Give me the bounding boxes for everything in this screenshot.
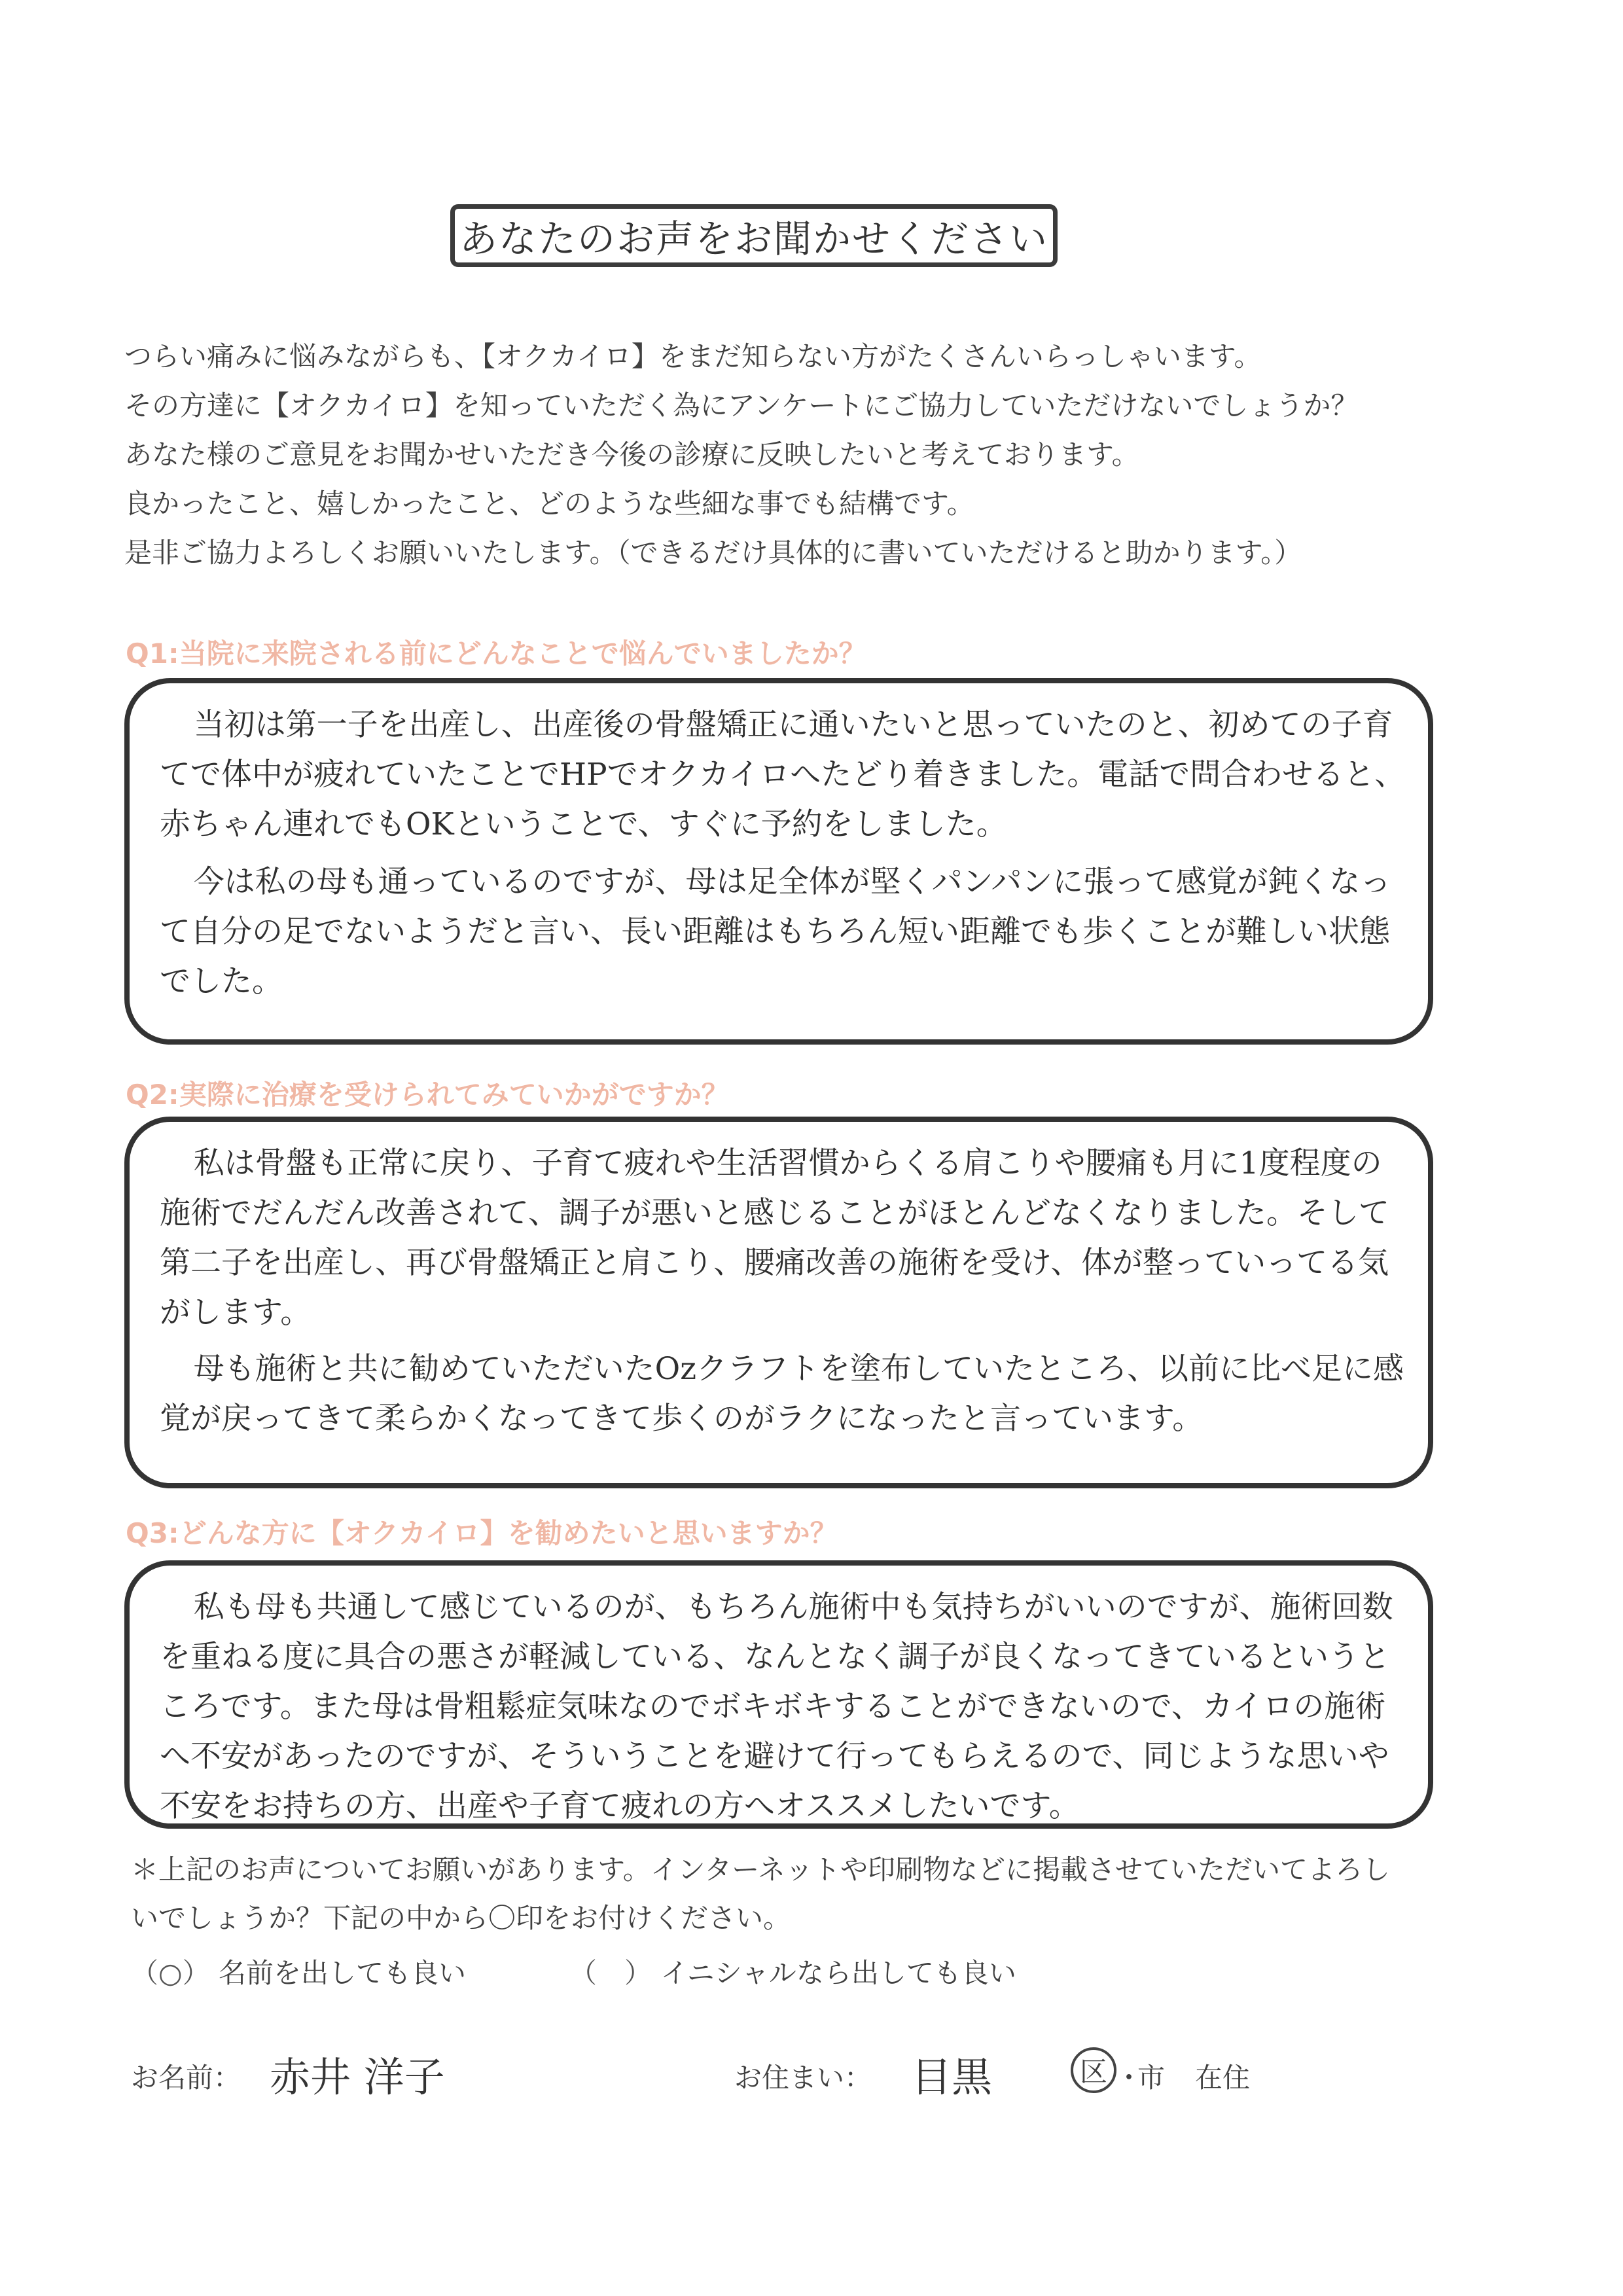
consent-option-name[interactable]	[131, 1952, 466, 1991]
consent-note-line: いでしょうか？下記の中から〇印をお付けください。	[131, 1902, 791, 1934]
intro-line: つらい痛みに悩みながらも、【オクカイロ】をまだ知らない方がたくさんいらっしゃいます。	[124, 340, 1262, 372]
answer-paragraph: 私は骨盤も正常に戻り、子育て疲れや生活習慣からくる肩こりや腰痛も月に1度程度の施術でだんだん改善されて、調子が悪いと感じることがほとんどなくなりました。そして第二子を出産し、再び骨盤矯正と肩こり、腰痛改善の施術を受け、体が整っていってる気がします。	[160, 1145, 1390, 1331]
option-label: イニシャルなら出しても良い	[660, 1957, 1016, 1989]
residence-label: 在住	[1195, 2062, 1251, 2094]
separator-dot: ・	[1115, 2062, 1143, 2094]
page-title-text: あなたのお声をお聞かせください	[459, 217, 1048, 261]
question-1-answer-box	[124, 678, 1433, 1045]
address-label: お住まい：	[734, 2062, 872, 2094]
consent-note	[131, 1846, 1492, 1943]
intro-line: 是非ご協力よろしくお願いいたします。（できるだけ具体的に書いていただけると助かります。）	[124, 537, 1302, 569]
option-check-mark: （ ）	[569, 1957, 652, 1989]
question-2-answer-box	[124, 1117, 1433, 1488]
ward-label: 区	[1079, 2056, 1107, 2088]
answer-paragraph: 母も施術と共に勧めていただいたOzクラフトを塗布していたところ、以前に比べ足に感覚が戻ってきて柔らかくなってきて歩くのがラクになったと言っています。	[160, 1351, 1404, 1437]
option-check-mark: （○）	[131, 1957, 210, 1989]
intro-line: その方達に【オクカイロ】を知っていただく為にアンケートにご協力していただけないでしょうか？	[124, 389, 1359, 422]
page-title	[450, 204, 1058, 267]
name-label: お名前：	[131, 2062, 241, 2094]
intro-line: 良かったこと、嬉しかったこと、どのような些細な事でも結構です。	[124, 488, 974, 520]
city-label: 市	[1137, 2062, 1166, 2094]
question-1-label: Q1:当院に来院される前にどんなことで悩んでいましたか？	[126, 637, 866, 670]
name-value: 赤井 洋子	[270, 2053, 445, 2101]
answer-paragraph: 当初は第一子を出産し、出産後の骨盤矯正に通いたいと思っていたのと、初めての子育てで体中が疲れていたことでHPでオクカイロへたどり着きました。電話で問合わせると、赤ちゃん連れでもOKということで、すぐに予約をしました。	[160, 707, 1406, 842]
ward-circled-option[interactable]	[1071, 2047, 1116, 2093]
intro-text	[124, 337, 1499, 583]
option-label: 名前を出しても良い	[219, 1957, 467, 1989]
intro-line: あなた様のご意見をお聞かせいただき今後の診療に反映したいと考えております。	[124, 439, 1139, 471]
question-3-answer-box	[124, 1560, 1433, 1829]
answer-paragraph: 私も母も共通して感じているのが、もちろん施術中も気持ちがいいのですが、施術回数を重ねる度に具合の悪さが軽減している、なんとなく調子が良くなってきているというところです。また母は骨粗鬆症気味なのでボキボキすることができないので、カイロの施術へ不安があったのですが、そういうことを避けて行ってもらえるので、同じような思いや不安をお持ちの方、出産や子育て疲れの方へオススメしたいです。	[160, 1589, 1393, 1824]
question-3-label: Q3:どんな方に【オクカイロ】を勧めたいと思いますか？	[126, 1517, 838, 1549]
consent-note-line: ＊上記のお声についてお願いがあります。インターネットや印刷物などに掲載させていただいてよろし	[131, 1854, 1391, 1886]
address-value: 目黒	[911, 2053, 993, 2101]
consent-option-initials[interactable]	[569, 1952, 1016, 1991]
answer-paragraph: 今は私の母も通っているのですが、母は足全体が堅くパンパンに張って感覚が鈍くなって自分の足でないようだと言い、長い距離はもちろん短い距離でも歩くことが難しい状態でした。	[160, 864, 1391, 999]
question-2-label: Q2:実際に治療を受けられてみていかがですか？	[126, 1079, 729, 1111]
